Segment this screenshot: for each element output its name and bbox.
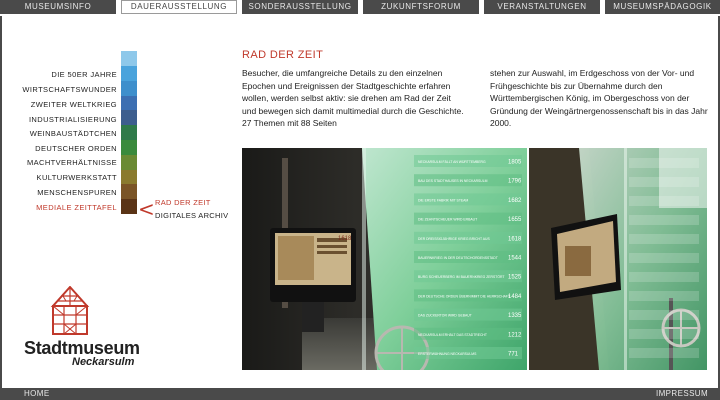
panel-entry-year: 1525 xyxy=(508,274,522,281)
panel-entry-text: BAUERNKRIEG IN DER DEUTSCHORDENSSTADT xyxy=(418,256,498,260)
panel-entry-text: NECKARSULM FÄLLT AN WÜRTTEMBERG xyxy=(418,160,486,164)
timeline-segment xyxy=(121,155,137,170)
exhibition-photo-narrow xyxy=(529,148,707,370)
panel-stripe xyxy=(629,158,699,168)
panel-entry-year: 1484 xyxy=(508,293,522,300)
panel-stripe xyxy=(629,196,699,206)
bracket-icon: < xyxy=(138,197,155,221)
panel-entry-year: 1212 xyxy=(508,332,522,339)
timeline-segment xyxy=(121,81,137,96)
timeline-segment xyxy=(121,184,137,199)
subnav-rad-der-zeit[interactable]: RAD DER ZEIT xyxy=(155,198,211,207)
timeline-segment xyxy=(121,170,137,185)
panel-stripe xyxy=(629,329,699,339)
timeline-segment xyxy=(121,199,137,214)
panel-entry-text: ERSTERWÄHNUNG NECKARSULMS xyxy=(418,352,477,356)
panel-entry-year: 1682 xyxy=(508,197,522,204)
exhibition-photo-wide xyxy=(242,148,527,370)
panel-entry-text: BAU DES STADTHAUSES IN NECKARSULM xyxy=(418,179,488,184)
timeline-item-industrialisierung[interactable]: INDUSTRIALISIERUNG xyxy=(28,115,117,124)
timeline-item-mediale-zeittafel[interactable]: MEDIALE ZEITTAFEL xyxy=(36,203,117,212)
panel-stripe xyxy=(629,310,699,320)
text-column-1: Besucher, die umfangreiche Details zu den einzelnen Epochen und Ereignissen der Stadtgeschichte erfahren wollen, werden selbst aktiv: sie drehen am Rad der Zeit und bewegen sich damit multimedial durch die Geschichte. 27 Themen mit 88 Seiten xyxy=(242,68,464,128)
timeline-item-kulturwerkstatt[interactable]: KULTURWERKSTATT xyxy=(36,173,117,182)
timeline-segment xyxy=(121,66,137,81)
screen-year-label: 1618 xyxy=(338,236,352,242)
panel-entry-year: 1655 xyxy=(508,217,522,224)
footer-bar xyxy=(0,388,720,400)
panel-entry-text: DER DREISSIGJÄHRIGE KRIEG BRICHT AUS xyxy=(418,236,490,241)
timeline-segment xyxy=(121,125,137,140)
panel-entry-year: 771 xyxy=(508,351,519,358)
panel-entry-text: BURG SCHEUERBERG IM BAUERNKRIEG ZERSTÖRT xyxy=(418,275,505,280)
panel-entry-year: 1618 xyxy=(508,236,522,243)
timeline-item-zweiter-weltkrieg[interactable]: ZWEITER WELTKRIEG xyxy=(30,100,117,109)
tab-zukunftsforum[interactable]: ZUKUNFTSFORUM xyxy=(363,0,479,14)
panel-entry-text: DAS ZUCKERTOR WIRD GEBAUT xyxy=(418,313,472,318)
panel-entry-text: NECKARSULM ERHÄLT DAS STADTRECHT xyxy=(418,332,487,337)
panel-stripe xyxy=(629,291,699,301)
panel-stripe xyxy=(629,272,699,282)
panel-stripe xyxy=(629,177,699,187)
timeline-item-wirtschaftswunder[interactable]: WIRTSCHAFTSWUNDER xyxy=(22,85,117,94)
top-navigation xyxy=(0,0,720,16)
tab-dauerausstellung[interactable]: DAUERAUSSTELLUNG xyxy=(121,0,237,14)
panel-stripe xyxy=(629,215,699,225)
timeline-item-50er-jahre[interactable]: DIE 50ER JAHRE xyxy=(51,70,117,79)
logo-title: Stadtmuseum xyxy=(24,338,140,358)
panel-entry-year: 1335 xyxy=(508,313,522,320)
timeline-item-menschenspuren[interactable]: MENSCHENSPUREN xyxy=(37,188,117,197)
museum-house-logo-icon xyxy=(50,286,90,336)
subnav-digitales-archiv[interactable]: DIGITALES ARCHIV xyxy=(155,211,229,220)
timeline-segment xyxy=(121,96,137,111)
panel-stripe xyxy=(629,234,699,244)
impressum-link[interactable]: IMPRESSUM xyxy=(656,389,709,398)
tab-veranstaltungen[interactable]: VERANSTALTUNGEN xyxy=(484,0,600,14)
panel-entry-text: DIE ERSTE FABRIK MIT STEAM xyxy=(418,198,469,203)
timeline-segment-top xyxy=(121,51,137,66)
logo-subtitle: Neckarsulm xyxy=(72,356,135,368)
timeline-item-weinbaustaedtchen[interactable]: WEINBAUSTÄDTCHEN xyxy=(29,129,117,138)
tab-museumsinfo[interactable]: MUSEUMSINFO xyxy=(0,0,116,14)
timeline-item-deutscher-orden[interactable]: DEUTSCHER ORDEN xyxy=(35,144,117,153)
panel-entry-text: DER DEUTSCHE ORDEN ÜBERNIMMT DIE HERRSCHAFT xyxy=(418,294,511,299)
tab-sonderausstellung[interactable]: SONDERAUSSTELLUNG xyxy=(242,0,358,14)
panel-entry-year: 1544 xyxy=(508,255,522,262)
panel-stripe xyxy=(629,253,699,263)
timeline-segment xyxy=(121,140,137,155)
tab-museumspaedagogik[interactable]: MUSEUMSPÄDAGOGIK xyxy=(605,0,720,14)
timeline-color-bar xyxy=(121,51,137,214)
page-title: RAD DER ZEIT xyxy=(242,49,324,61)
panel-stripe xyxy=(629,348,699,358)
home-link[interactable]: HOME xyxy=(24,389,50,398)
panel-entry-text: DIE ZEHNTSCHEUER WIRD ERBAUT xyxy=(418,217,478,222)
panel-entry-year: 1796 xyxy=(508,178,522,185)
timeline-item-machtverhaeltnisse[interactable]: MACHTVERHÄLTNISSE xyxy=(26,158,117,167)
timeline-segment xyxy=(121,110,137,125)
panel-entry-year: 1805 xyxy=(508,159,522,166)
frame-left-border xyxy=(0,16,2,388)
text-column-2: stehen zur Auswahl, im Erdgeschoss von der Vor- und Frühgeschichte bis zur Übernahme durch den Württembergischen König, im Obergeschoss von der Gründung der Weingärtnergenossenschaft bis in das Jahr 2000. xyxy=(490,68,708,128)
